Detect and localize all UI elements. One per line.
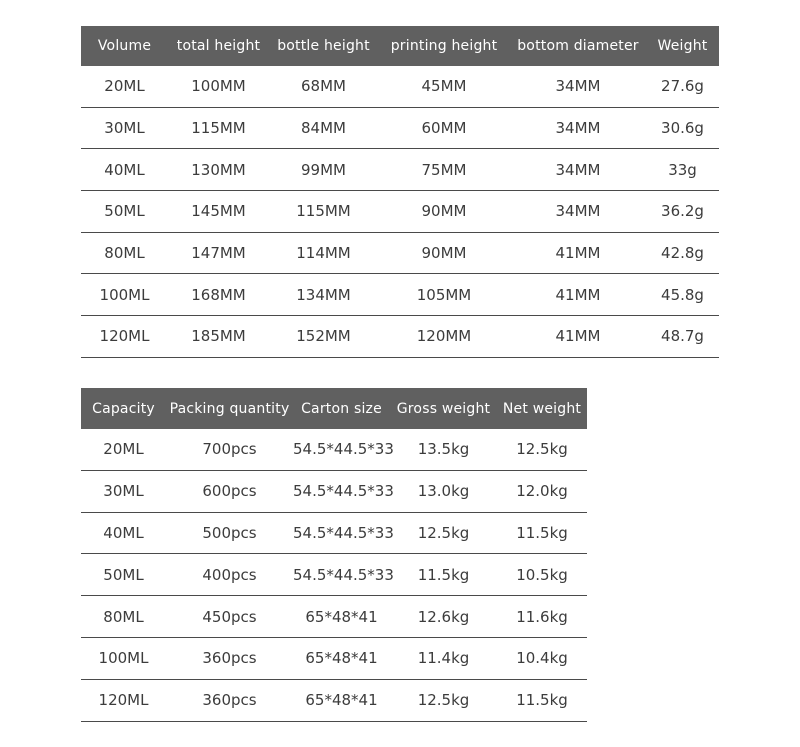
cell-carton-size: 54.5*44.5*33 [293,554,390,596]
cell-gross-weight: 12.6kg [390,596,497,638]
cell-volume: 80ML [81,232,168,274]
table-row [81,470,587,512]
table-row [81,66,719,107]
cell-printing-height: 105MM [378,274,510,316]
table-row [81,512,587,554]
cell-gross-weight: 13.0kg [390,470,497,512]
cell-printing-height: 90MM [378,191,510,233]
cell-total-height: 130MM [168,149,269,191]
cell-bottle-height: 152MM [269,316,378,358]
header-carton-size: Carton size [293,388,390,429]
header-printing-height: printing height [378,26,510,66]
header-volume: Volume [81,26,168,66]
header-net-weight: Net weight [497,388,587,429]
cell-net-weight: 12.0kg [497,470,587,512]
cell-net-weight: 10.4kg [497,637,587,679]
header-bottom-diameter: bottom diameter [510,26,646,66]
bottle-spec-table [81,26,719,358]
table-row [81,274,719,316]
cell-weight: 33g [646,149,719,191]
cell-packing-quantity: 500pcs [166,512,293,554]
cell-total-height: 145MM [168,191,269,233]
cell-packing-quantity: 450pcs [166,596,293,638]
cell-net-weight: 11.5kg [497,512,587,554]
cell-carton-size: 65*48*41 [293,596,390,638]
cell-carton-size: 65*48*41 [293,679,390,721]
header-packing-quantity: Packing quantity [166,388,293,429]
cell-bottle-height: 68MM [269,66,378,107]
cell-volume: 120ML [81,316,168,358]
packing-table [81,388,587,722]
header-total-height: total height [168,26,269,66]
table-row [81,107,719,149]
table-row [81,554,587,596]
cell-packing-quantity: 400pcs [166,554,293,596]
cell-bottom-diameter: 41MM [510,316,646,358]
table-row [81,637,587,679]
cell-total-height: 185MM [168,316,269,358]
cell-weight: 42.8g [646,232,719,274]
cell-bottom-diameter: 41MM [510,232,646,274]
cell-bottle-height: 99MM [269,149,378,191]
cell-bottom-diameter: 41MM [510,274,646,316]
table-header-row [81,26,719,66]
table-row [81,429,587,470]
table-row [81,316,719,358]
table-row [81,149,719,191]
cell-total-height: 147MM [168,232,269,274]
cell-weight: 27.6g [646,66,719,107]
cell-bottle-height: 134MM [269,274,378,316]
cell-volume: 50ML [81,191,168,233]
cell-carton-size: 65*48*41 [293,637,390,679]
cell-volume: 40ML [81,149,168,191]
cell-printing-height: 120MM [378,316,510,358]
cell-bottom-diameter: 34MM [510,191,646,233]
cell-carton-size: 54.5*44.5*33 [293,429,390,470]
cell-capacity: 120ML [81,679,166,721]
header-weight: Weight [646,26,719,66]
cell-net-weight: 11.6kg [497,596,587,638]
cell-packing-quantity: 360pcs [166,637,293,679]
cell-volume: 100ML [81,274,168,316]
header-gross-weight: Gross weight [390,388,497,429]
cell-bottle-height: 114MM [269,232,378,274]
cell-gross-weight: 11.4kg [390,637,497,679]
table-header-row [81,388,587,429]
cell-gross-weight: 13.5kg [390,429,497,470]
cell-volume: 30ML [81,107,168,149]
cell-capacity: 80ML [81,596,166,638]
table-row [81,191,719,233]
cell-packing-quantity: 600pcs [166,470,293,512]
cell-packing-quantity: 700pcs [166,429,293,470]
cell-bottom-diameter: 34MM [510,149,646,191]
cell-total-height: 115MM [168,107,269,149]
cell-net-weight: 11.5kg [497,679,587,721]
cell-capacity: 20ML [81,429,166,470]
cell-weight: 36.2g [646,191,719,233]
header-bottle-height: bottle height [269,26,378,66]
cell-capacity: 40ML [81,512,166,554]
table-row [81,232,719,274]
cell-weight: 30.6g [646,107,719,149]
table-row [81,679,587,721]
cell-bottom-diameter: 34MM [510,66,646,107]
cell-capacity: 100ML [81,637,166,679]
header-capacity: Capacity [81,388,166,429]
cell-packing-quantity: 360pcs [166,679,293,721]
cell-printing-height: 90MM [378,232,510,274]
table-row [81,596,587,638]
cell-gross-weight: 12.5kg [390,512,497,554]
cell-weight: 45.8g [646,274,719,316]
cell-net-weight: 12.5kg [497,429,587,470]
cell-volume: 20ML [81,66,168,107]
cell-total-height: 100MM [168,66,269,107]
cell-carton-size: 54.5*44.5*33 [293,470,390,512]
cell-bottle-height: 84MM [269,107,378,149]
cell-net-weight: 10.5kg [497,554,587,596]
cell-bottom-diameter: 34MM [510,107,646,149]
cell-carton-size: 54.5*44.5*33 [293,512,390,554]
cell-gross-weight: 11.5kg [390,554,497,596]
cell-printing-height: 75MM [378,149,510,191]
cell-bottle-height: 115MM [269,191,378,233]
cell-printing-height: 60MM [378,107,510,149]
cell-weight: 48.7g [646,316,719,358]
cell-capacity: 50ML [81,554,166,596]
cell-printing-height: 45MM [378,66,510,107]
cell-total-height: 168MM [168,274,269,316]
cell-gross-weight: 12.5kg [390,679,497,721]
cell-capacity: 30ML [81,470,166,512]
